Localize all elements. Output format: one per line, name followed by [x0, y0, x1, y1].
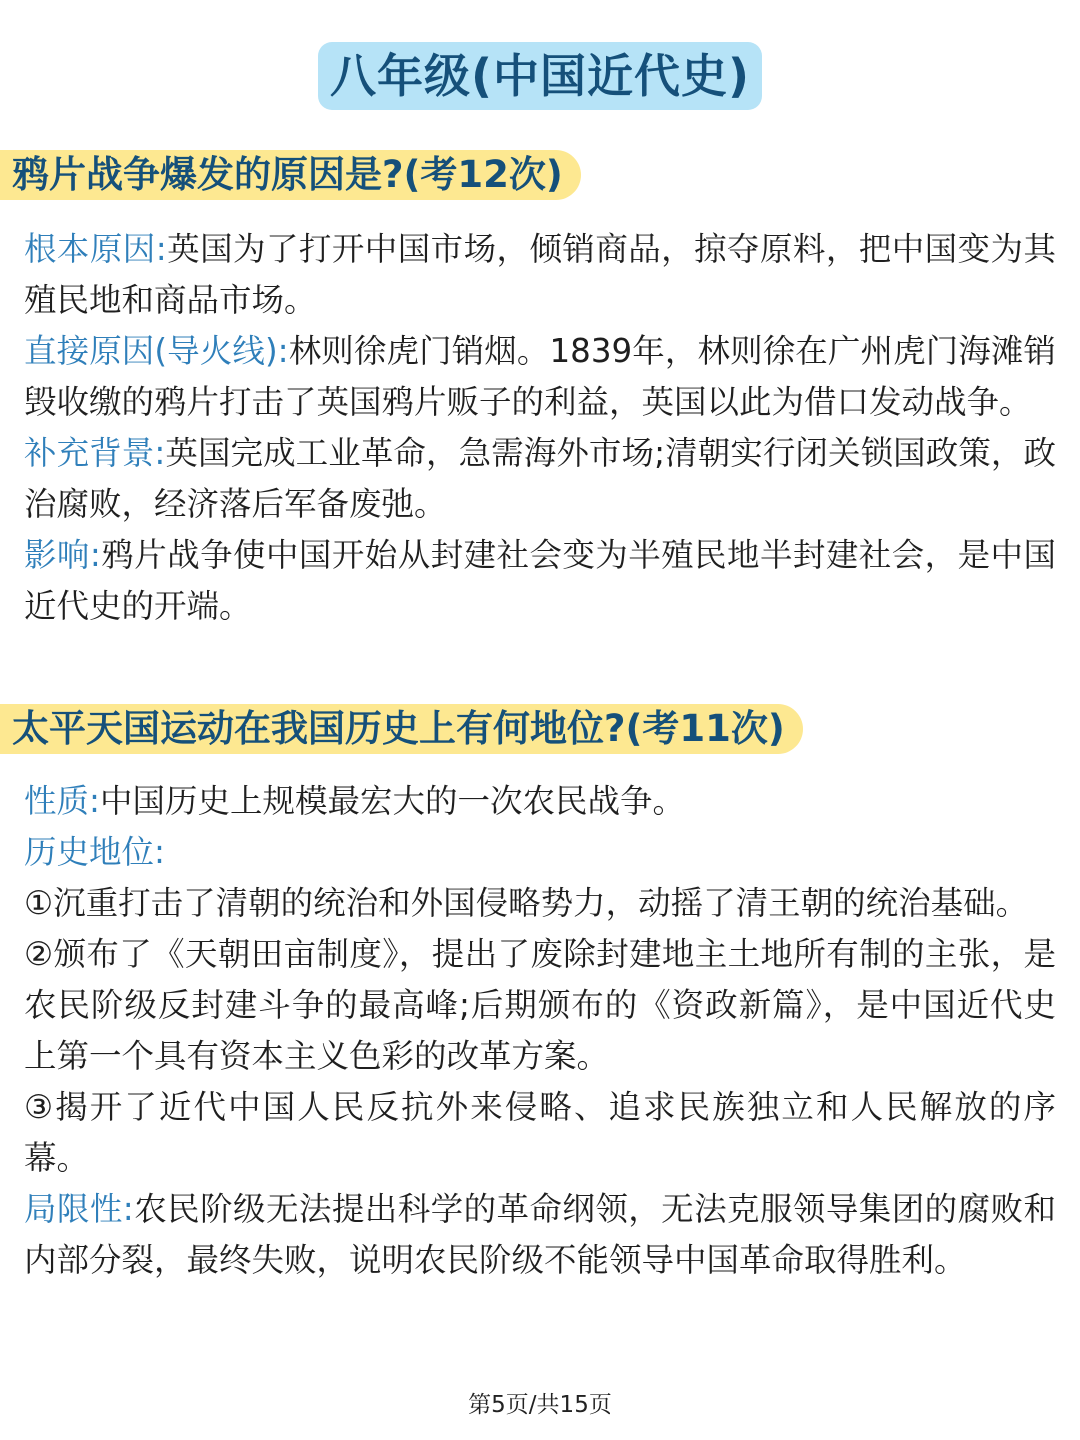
- paragraph-text: 英国完成工业革命，急需海外市场;清朝实行闭关锁国政策，政治腐败，经济落后军备废弛。: [24, 434, 1057, 523]
- paragraph-label: 根本原因:: [24, 230, 167, 268]
- paragraph-historical-status: [24, 827, 1056, 878]
- paragraph-text: 英国为了打开中国市场，倾销商品，掠夺原料，把中国变为其殖民地和商品市场。: [24, 230, 1056, 319]
- paragraph-text: 中国历史上规模最宏大的一次农民战争。: [99, 782, 685, 820]
- paragraph-label: 直接原因(导火线):: [24, 332, 289, 370]
- paragraph-label: 影响:: [24, 536, 101, 574]
- paragraph-label: 历史地位:: [24, 833, 165, 871]
- paragraph-text: 鸦片战争使中国开始从封建社会变为半殖民地半封建社会，是中国近代史的开端。: [24, 536, 1056, 625]
- paragraph-text: 农民阶级无法提出科学的革命纲领，无法克服领导集团的腐败和内部分裂，最终失败，说明农民阶级不能领导中国革命取得胜利。: [24, 1190, 1056, 1279]
- paragraph-point-3: [24, 1082, 1056, 1184]
- page-title: 八年级(中国近代史): [318, 42, 762, 110]
- paragraph-root-cause: [24, 224, 1056, 326]
- section-body-opium-war: [24, 224, 1056, 632]
- paragraph-direct-cause: [24, 326, 1056, 428]
- paragraph-label: 补充背景:: [24, 434, 166, 472]
- paragraph-influence: [24, 530, 1056, 632]
- section-heading-opium-war: 鸦片战争爆发的原因是?(考12次): [0, 150, 581, 200]
- title-wrap: [0, 42, 1080, 110]
- page-number: 第5页/共15页: [468, 1392, 612, 1418]
- paragraph-point-2: [24, 929, 1056, 1082]
- paragraph-limitation: [24, 1184, 1056, 1286]
- paragraph-label: 局限性:: [24, 1190, 134, 1228]
- paragraph-point-1: [24, 878, 1056, 929]
- paragraph-nature: [24, 776, 1056, 827]
- paragraph-label: 性质:: [24, 782, 100, 820]
- paragraph-text: ①沉重打击了清朝的统治和外国侵略势力，动摇了清王朝的统治基础。: [24, 884, 1029, 922]
- paragraph-text: ②颁布了《天朝田亩制度》，提出了废除封建地主土地所有制的主张，是农民阶级反封建斗争的最高峰;后期颁布的《资政新篇》，是中国近代史上第一个具有资本主义色彩的改革方案。: [24, 935, 1056, 1075]
- section-heading-taiping: 太平天国运动在我国历史上有何地位?(考11次): [0, 704, 803, 754]
- section-body-taiping: [24, 776, 1056, 1286]
- paragraph-text: ③揭开了近代中国人民反抗外来侵略、追求民族独立和人民解放的序幕。: [24, 1088, 1056, 1177]
- paragraph-background: [24, 428, 1056, 530]
- paragraph-text: 林则徐虎门销烟。1839年，林则徐在广州虎门海滩销毁收缴的鸦片打击了英国鸦片贩子的利益，英国以此为借口发动战争。: [24, 332, 1056, 421]
